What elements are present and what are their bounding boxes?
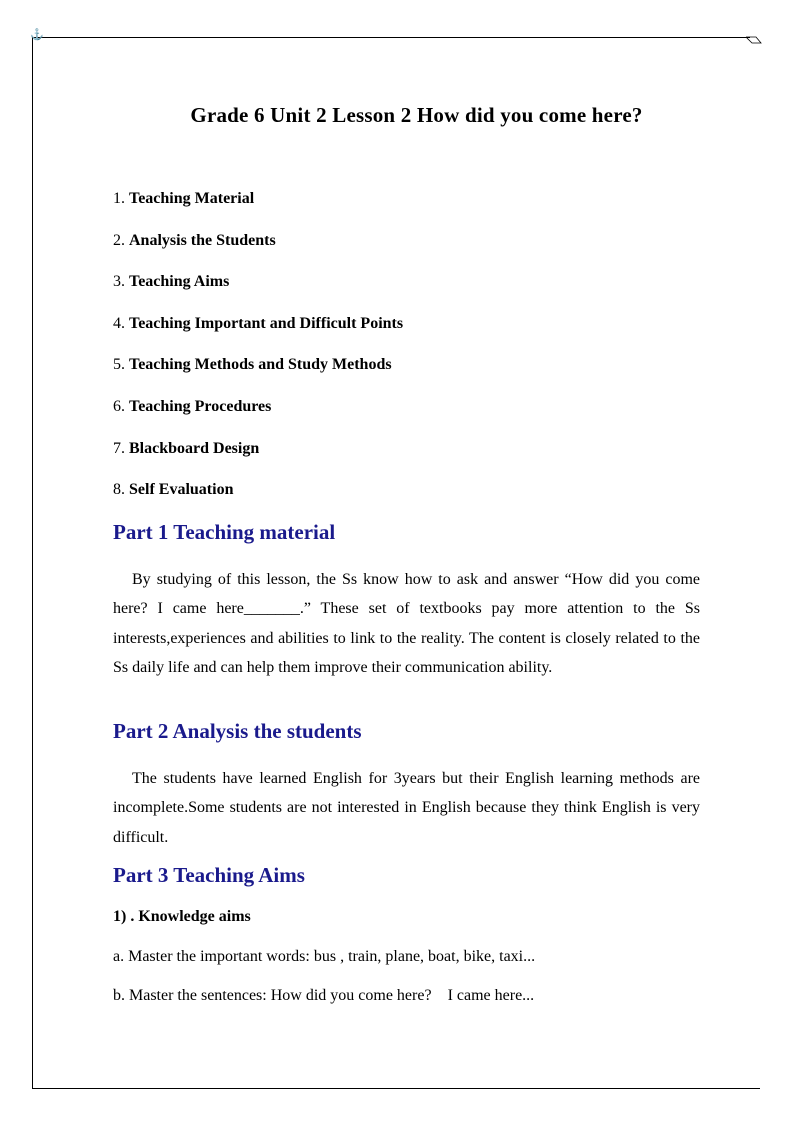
anchor-icon: ⚓ bbox=[30, 29, 44, 41]
document-title: Grade 6 Unit 2 Lesson 2 How did you come here? bbox=[190, 103, 643, 127]
page-fold-icon bbox=[746, 34, 762, 46]
part1-heading: Part 1 Teaching material bbox=[113, 520, 336, 544]
toc-item: 1. Teaching Material bbox=[113, 190, 255, 207]
toc-item: 2. Analysis the Students bbox=[113, 231, 276, 249]
page-border-left bbox=[32, 37, 33, 1089]
part3-heading: Part 3 Teaching Aims bbox=[113, 863, 305, 887]
toc-item: 3. Teaching Aims bbox=[113, 273, 230, 291]
part1-body: By studying of this lesson, the Ss know how to ask and answer “How did you come here? I came here_______.” These set of textbooks pay more attention to the Ss interests,experiences and abilities to link to the reality. The content is closely related to the Ss daily life and can help them improve their communication ability. bbox=[113, 571, 700, 676]
knowledge-aims-heading: 1) . Knowledge aims bbox=[113, 908, 251, 925]
aim-item-b: b. Master the sentences: How did you come here? I came here... bbox=[113, 987, 535, 1004]
toc-item: 5. Teaching Methods and Study Methods bbox=[113, 356, 392, 374]
toc-item: 6. Teaching Procedures bbox=[113, 397, 272, 415]
aim-item-a: a. Master the important words: bus , train, plane, boat, bike, taxi... bbox=[113, 948, 536, 965]
part2-body: The students have learned English for 3years but their English learning methods are incomplete.Some students are not interested in English because they think English is very difficult. bbox=[113, 770, 700, 846]
toc-item: 8. Self Evaluation bbox=[113, 481, 234, 499]
part2-heading: Part 2 Analysis the students bbox=[113, 719, 362, 743]
table-of-contents bbox=[113, 188, 700, 521]
page-border-bottom bbox=[32, 1088, 760, 1089]
page-border-top bbox=[32, 37, 750, 38]
toc-item: 7. Blackboard Design bbox=[113, 439, 260, 457]
toc-item: 4. Teaching Important and Difficult Points bbox=[113, 314, 404, 332]
